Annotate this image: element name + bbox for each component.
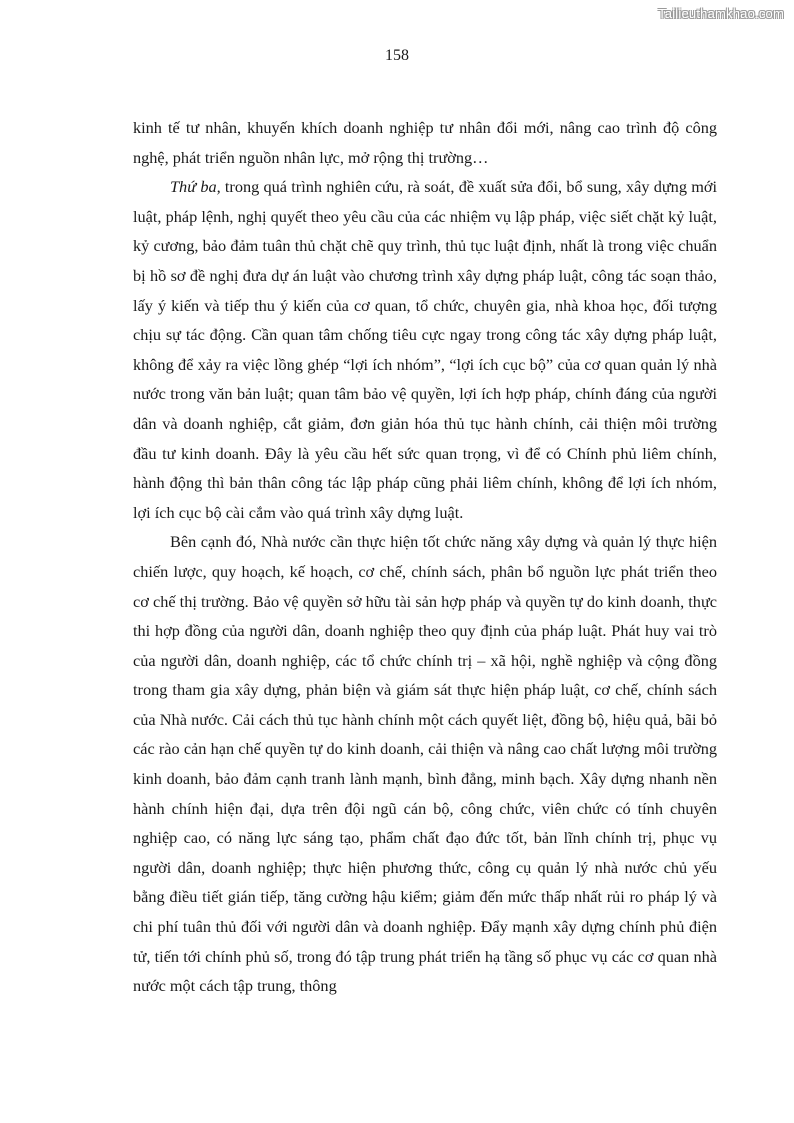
page-body: [133, 113, 717, 1001]
paragraph-2-text: trong quá trình nghiên cứu, rà soát, đề xuất sửa đổi, bổ sung, xây dựng mới luật, pháp lệnh, nghị quyết theo yêu cầu của các nhiệm vụ lập pháp, việc siết chặt kỷ luật, kỷ cương, bảo đảm tuân thủ chặt chẽ quy trình, thủ tục luật định, nhất là trong việc chuẩn bị hồ sơ đề nghị đưa dự án luật vào chương trình xây dựng pháp luật, công tác soạn thảo, lấy ý kiến và tiếp thu ý kiến của cơ quan, tổ chức, chuyên gia, nhà khoa học, đối tượng chịu sự tác động. Cần quan tâm chống tiêu cực ngay trong công tác xây dựng pháp luật, không để xảy ra việc lồng ghép “lợi ích nhóm”, “lợi ích cục bộ” của cơ quan quản lý nhà nước trong văn bản luật; quan tâm bảo vệ quyền, lợi ích hợp pháp, chính đáng của người dân và doanh nghiệp, cắt giảm, đơn giản hóa thủ tục hành chính, cải thiện môi trường đầu tư kinh doanh. Đây là yêu cầu hết sức quan trọng, vì để có Chính phủ liêm chính, hành động thì bản thân công tác lập pháp cũng phải liêm chính, không để lợi ích nhóm, lợi ích cục bộ cài cắm vào quá trình xây dựng luật.: [133, 177, 717, 522]
page-number: 158: [385, 47, 409, 64]
paragraph-3: [133, 527, 717, 1001]
paragraph-2-lead: Thứ ba,: [170, 177, 221, 197]
paragraph-1: [133, 113, 717, 172]
paragraph-3-text: Bên cạnh đó, Nhà nước cần thực hiện tốt chức năng xây dựng và quản lý thực hiện chiến lược, quy hoạch, kế hoạch, cơ chế, chính sách, phân bổ nguồn lực phát triển theo cơ chế thị trường. Bảo vệ quyền sở hữu tài sản hợp pháp và quyền tự do kinh doanh, thực thi hợp đồng của người dân, doanh nghiệp theo quy định của pháp luật. Phát huy vai trò của người dân, doanh nghiệp, các tổ chức chính trị – xã hội, nghề nghiệp và cộng đồng trong tham gia xây dựng, phản biện và giám sát thực hiện pháp luật, cơ chế, chính sách của Nhà nước. Cải cách thủ tục hành chính một cách quyết liệt, đồng bộ, hiệu quả, bãi bỏ các rào cản hạn chế quyền tự do kinh doanh, cải thiện và nâng cao chất lượng môi trường kinh doanh, bảo đảm cạnh tranh lành mạnh, bình đẳng, minh bạch. Xây dựng nhanh nền hành chính hiện đại, dựa trên đội ngũ cán bộ, công chức, viên chức có tính chuyên nghiệp cao, có năng lực sáng tạo, phẩm chất đạo đức tốt, bản lĩnh chính trị, phục vụ người dân, doanh nghiệp; thực hiện phương thức, công cụ quản lý nhà nước chủ yếu bằng điều tiết gián tiếp, tăng cường hậu kiểm; giảm đến mức thấp nhất rủi ro pháp lý và chi phí tuân thủ đối với người dân và doanh nghiệp. Đẩy mạnh xây dựng chính phủ điện tử, tiến tới chính phủ số, trong đó tập trung phát triển hạ tầng số phục vụ các cơ quan nhà nước một cách tập trung, thông: [133, 532, 717, 996]
watermark: Tailieuthamkhao.com: [658, 6, 784, 21]
paragraph-2: [133, 172, 717, 527]
paragraph-1-text: kinh tế tư nhân, khuyến khích doanh nghiệp tư nhân đổi mới, nâng cao trình độ công nghệ, phát triển nguồn nhân lực, mở rộng thị trường…: [133, 118, 717, 167]
